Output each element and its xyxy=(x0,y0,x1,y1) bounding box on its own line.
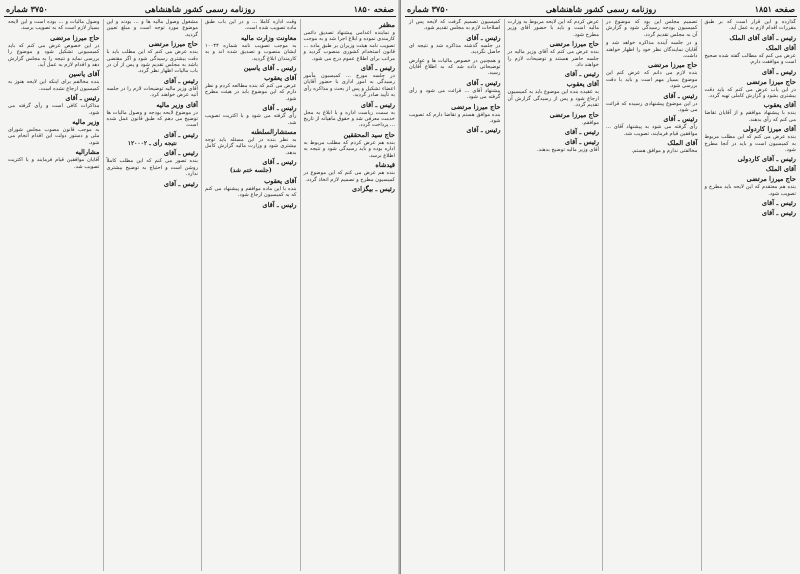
speaker-heading: رئیس ـ آقای xyxy=(761,199,796,208)
text-column xyxy=(103,19,199,571)
paragraph: بنده لازم می دانم که عرض کنم این موضوع بسیار مهم است و باید با دقت بررسی شود. xyxy=(606,70,698,90)
speaker-heading: حاج میرزا مرتضی xyxy=(648,61,698,70)
paragraph: در این موضوع پیشنهادی رسیده که قرائت می شود. xyxy=(606,100,698,114)
paragraph: در موضوع لایحه بودجه و وصول مالیات ها توضیح می دهم که طبق قانون عمل شده است. xyxy=(106,109,198,129)
paragraph: و در جلسه آینده مذاکره خواهد شد و آقایان نمایندگان نظر خود را اظهار خواهند داشت. xyxy=(606,40,698,60)
speaker-heading: رئیس ـ آقای xyxy=(360,100,395,109)
paragraph: وصول مالیات و ... بوده است و این لایحه بسیار لازم است که به تصویب برسد. xyxy=(8,19,100,32)
paragraph: آقایان موافقین قیام فرمایند و با اکثریت تصویب شد. xyxy=(8,157,100,170)
centered-note: (جلسه ختم شد) xyxy=(229,167,272,175)
paragraph: کمیسیون تصمیم گرفت که لایحه پس از اصلاحات لازم به مجلس تقدیم شود. xyxy=(409,19,501,32)
paragraph: تصمیم مجلس این بود که موضوع در کمیسیون بودجه رسیدگی شود و گزارش آن به مجلس تقدیم گردد. xyxy=(606,19,698,38)
speaker-heading: رئیس ـ بیگزادی xyxy=(352,184,395,193)
columns xyxy=(406,19,796,571)
header-rule xyxy=(405,16,797,17)
paragraph: به سمت ریاست اداره و با ابلاغ به محل خدمت معرفی شد و حقوق ماهیانه از تاریخ ... پرداخت گردد. xyxy=(303,109,395,129)
speaker-heading: آقای میرزا کاردولی xyxy=(743,125,796,134)
header-rule xyxy=(4,16,396,17)
speaker-heading: حاج میرزا مرتضی xyxy=(549,40,599,49)
paragraph: به نظر بنده در این مسئله باید توجه بیشتری شود و وزارت مالیه گزارش کامل بدهد. xyxy=(205,137,297,156)
speaker-heading: رئیس ـ آقای xyxy=(466,126,501,135)
paragraph: بنده هم عرض کردم که مطلب مربوط به اداره بوده و باید رسیدگی شود و نتیجه به اطلاع برسد. xyxy=(303,139,395,159)
speaker-heading: آقای یعقوب xyxy=(566,80,599,89)
page-header xyxy=(407,3,795,15)
speaker-heading: آقای الملک xyxy=(667,139,698,148)
speaker-heading: معاونت وزارت مالیه xyxy=(241,33,297,42)
speaker-heading: حاج میرزا مرتضی xyxy=(148,40,198,49)
page-number: صفحه ۱۸۵۱ xyxy=(754,4,795,14)
paragraph: بنده عرض می کنم که این مطلب باید با دقت بیشتری رسیدگی شود و اگر مقتضی باشد به مجلس تقدیم شود و پس از آن در باب مالیات اظهار نظر گردد. xyxy=(106,49,198,75)
paragraph: و همچنین در خصوص مالیات ها و عوارض توضیحاتی داده شد که به اطلاع آقایان رسید. xyxy=(409,57,501,77)
text-column xyxy=(300,19,396,571)
paragraph: مخالفتی ندارم و موافق هستم. xyxy=(631,148,698,155)
paragraph: مشغول وصول مالیه ها و ... بودند و این موضوع مورد توجه است و مبلغ تعیین گردید. xyxy=(106,19,198,38)
text-column xyxy=(406,19,501,571)
paragraph: به موجب تصویب نامه شماره ۱۰۰۴۴ ایشان منصوب و تصدیق شده اند و به کارمندان ابلاغ گردید. xyxy=(205,42,297,62)
speaker-heading: حاج میرزا مرتضی xyxy=(746,77,796,86)
speaker-heading: حاج سید المحققین xyxy=(343,130,395,139)
paragraph: بنده مخالفم برای اینکه این لایحه هنوز به کمیسیون ارجاع نشده است. xyxy=(8,79,100,92)
speaker-heading: رئیس ـ آقای xyxy=(761,67,796,76)
paragraph: بنده با این ماده موافقم و پیشنهاد می کنم که به کمیسیون ارجاع شود. xyxy=(205,185,297,199)
paragraph: بنده تصور می کنم که این مطلب کاملاً روشن است و احتیاج به توضیح بیشتری ندارد. xyxy=(106,158,198,178)
speaker-heading: حاج میرزا مرتضی xyxy=(50,33,100,42)
speaker-heading: آقای الملک xyxy=(765,43,796,52)
speaker-heading: رئیس ـ آقای آقای الملک xyxy=(729,33,796,42)
paragraph: به موجب قانون مصوب مجلس شورای ملی و دستور دولت این اقدام انجام می شود. xyxy=(8,127,100,146)
speaker-heading: آقای یعقوب xyxy=(264,176,297,185)
page-number: صفحه ۱۸۵۰ xyxy=(353,4,394,14)
speaker-heading: حاج میرزا مرتضی xyxy=(746,175,796,184)
paragraph: عرض می کنم که مطالب گفته شده صحیح است و موافقت دارم. xyxy=(704,52,796,66)
speaker-heading: مشارالیه xyxy=(75,148,100,157)
text-column xyxy=(504,19,600,571)
paragraph: در این خصوص عرض می کنم که باید کمیسیونی تشکیل شود و موضوع را بررسی نماید و نتیجه را به مجلس گزارش دهد و اقدام لازم به عمل آید. xyxy=(8,42,100,69)
paragraph: بنده هم عرض می کنم که این موضوع در کمیسیون مطرح و تصمیم لازم اتخاذ گردد. xyxy=(303,170,395,183)
paragraph: رأی گرفته می شود به پیشنهاد آقای ... موافقین قیام فرمایند، تصویب شد. xyxy=(606,124,698,137)
speaker-heading: آقای یاسین xyxy=(68,70,100,79)
text-column xyxy=(602,19,698,571)
speaker-heading: رئیس ـ آقای xyxy=(663,115,698,124)
paragraph: گذارده و این قرار است که بر طبق مقررات اقدام لازم به عمل آید. xyxy=(704,19,796,32)
paragraph: در این باب عرض می کنم که باید دقت بیشتری بشود و گزارش کاملی تهیه گردد. xyxy=(704,86,796,100)
page-header xyxy=(6,3,394,15)
paragraph: در جلسه گذشته مذاکره شد و نتیجه ای حاصل نگردید. xyxy=(409,42,501,56)
speaker-heading: رئیس ـ آقای xyxy=(360,64,395,73)
paragraph: آقای وزیر مالیه توضیح بدهند. xyxy=(536,147,599,154)
paragraph: بنده عرض می کنم که آقای وزیر مالیه در جلسه حاضر هستند و توضیحات لازم را خواهند داد. xyxy=(507,49,599,69)
speaker-heading: حاج میرزا مرتضی xyxy=(451,102,501,111)
paragraph: رأی گرفته می شود و با اکثریت تصویب شد. xyxy=(205,113,297,126)
speaker-heading: رئیس ـ آقای xyxy=(564,70,599,79)
speaker-heading: رئیس ـ آقای xyxy=(564,128,599,137)
speaker-heading: رئیس ـ آقای xyxy=(564,138,599,147)
speaker-heading: رئیس ـ آقای xyxy=(262,104,297,113)
speaker-heading: رئیس ـ آقای xyxy=(65,94,100,103)
paragraph: بنده عرض می کنم که این مطلب مربوط به کمیسیون است و باید در آنجا مطرح شود. xyxy=(704,134,796,154)
right-page xyxy=(400,0,800,574)
speaker-heading: رئیس ـ آقای xyxy=(163,130,198,139)
text-column xyxy=(701,19,797,571)
paragraph: بنده موافق هستم و تقاضا دارم که تصویب شود. xyxy=(409,111,501,125)
paragraph: وقت اداره کاملاً ... و در این باب طبق ماده تصویب شده است. xyxy=(205,19,297,32)
paragraph: آقای وزیر مالیه توضیحات لازم را در جلسه آتیه عرض خواهند کرد. xyxy=(106,85,198,99)
issue-number: ۳۷۵۰ شماره xyxy=(6,4,48,14)
paragraph: و نماینده اعدامی پیشنهاد تصدیق دائمی کارمندی نموده و ابلاغ اجرا شد و به موجب تصویب نامه هیئت وزیران بر طبق ماده ... قانون استخدام کشوری منصوب گردید و مراتب برای اطلاع عموم درج می شود. xyxy=(303,30,395,62)
paragraph: عرض می کنم که بنده مطالعه کردم و نظر دارم که این موضوع باید در هیئت مطرح شود. xyxy=(205,83,297,102)
newspaper-title: روزنامه رسمی کشور شاهنشاهی xyxy=(144,4,256,14)
speaker-heading: مظفر xyxy=(379,21,395,29)
newspaper-title: روزنامه رسمی کشور شاهنشاهی xyxy=(545,4,657,14)
speaker-heading: آقای وزیر مالیه xyxy=(156,100,198,109)
paragraph: عرض کردم که این لایحه مربوط به وزارت مالیه است و باید با حضور آقای وزیر مطرح شود. xyxy=(507,19,599,38)
speaker-heading: آقای یعقوب xyxy=(264,74,297,83)
speaker-heading: رئیس ـ آقای xyxy=(663,91,698,100)
speaker-heading: رئیس ـ آقای یاسین xyxy=(243,64,297,73)
speaker-heading: رئیس ـ آقای کاردولی xyxy=(737,155,796,164)
paragraph: مذاکرات کافی است و رأی گرفته می شود. xyxy=(8,103,100,116)
speaker-heading: رئیس ـ آقای xyxy=(163,179,198,188)
speaker-heading: آقای یعقوب xyxy=(763,101,796,110)
speaker-heading: قیدشاه xyxy=(375,161,395,170)
speaker-heading: رئیس ـ آقای xyxy=(163,149,198,158)
speaker-heading: رئیس ـ آقای xyxy=(262,200,297,209)
speaker-heading: حاج میرزا مرتضی xyxy=(549,110,599,119)
paragraph: در جلسه مورخ ... کمیسیون مأمور رسیدگی به امور اداری با حضور آقایان اعضاء تشکیل و پس از بحث و مذاکره رأی به تأیید صادر گردید. xyxy=(303,73,395,99)
speaker-heading: رئیس ـ آقای xyxy=(466,78,501,87)
speaker-heading: رئیس ـ آقای xyxy=(761,209,796,218)
centered-note: نتیجه رأی ـ ۱۲۰۰۰۲ xyxy=(127,139,177,147)
speaker-heading: آقای الملک xyxy=(765,165,796,174)
speaker-heading: رئیس ـ آقای xyxy=(466,33,501,42)
text-column xyxy=(201,19,297,571)
paragraph: پیشنهاد آقای ... قرائت می شود و رأی گرفته می شود. xyxy=(409,87,501,101)
paragraph: بنده هم معتقدم که این لایحه باید مطرح و تصویب شود. xyxy=(704,184,796,197)
speaker-heading: وزیر مالیه xyxy=(72,118,100,127)
speaker-heading: مستشارالسلطنه xyxy=(251,128,297,137)
paragraph: به عقیده بنده این موضوع باید به کمیسیون ارجاع شود و پس از رسیدگی گزارش آن تقدیم گردد. xyxy=(507,89,599,109)
speaker-heading: رئیس ـ آقای xyxy=(163,76,198,85)
paragraph: موافقم. xyxy=(581,119,599,126)
paragraph: بنده با پیشنهاد موافقم و از آقایان تقاضا می کنم که رأی بدهند. xyxy=(704,110,796,123)
issue-number: ۳۷۵۰ شماره xyxy=(407,4,449,14)
text-column xyxy=(5,19,100,571)
speaker-heading: رئیس ـ آقای xyxy=(262,158,297,167)
columns xyxy=(5,19,395,571)
